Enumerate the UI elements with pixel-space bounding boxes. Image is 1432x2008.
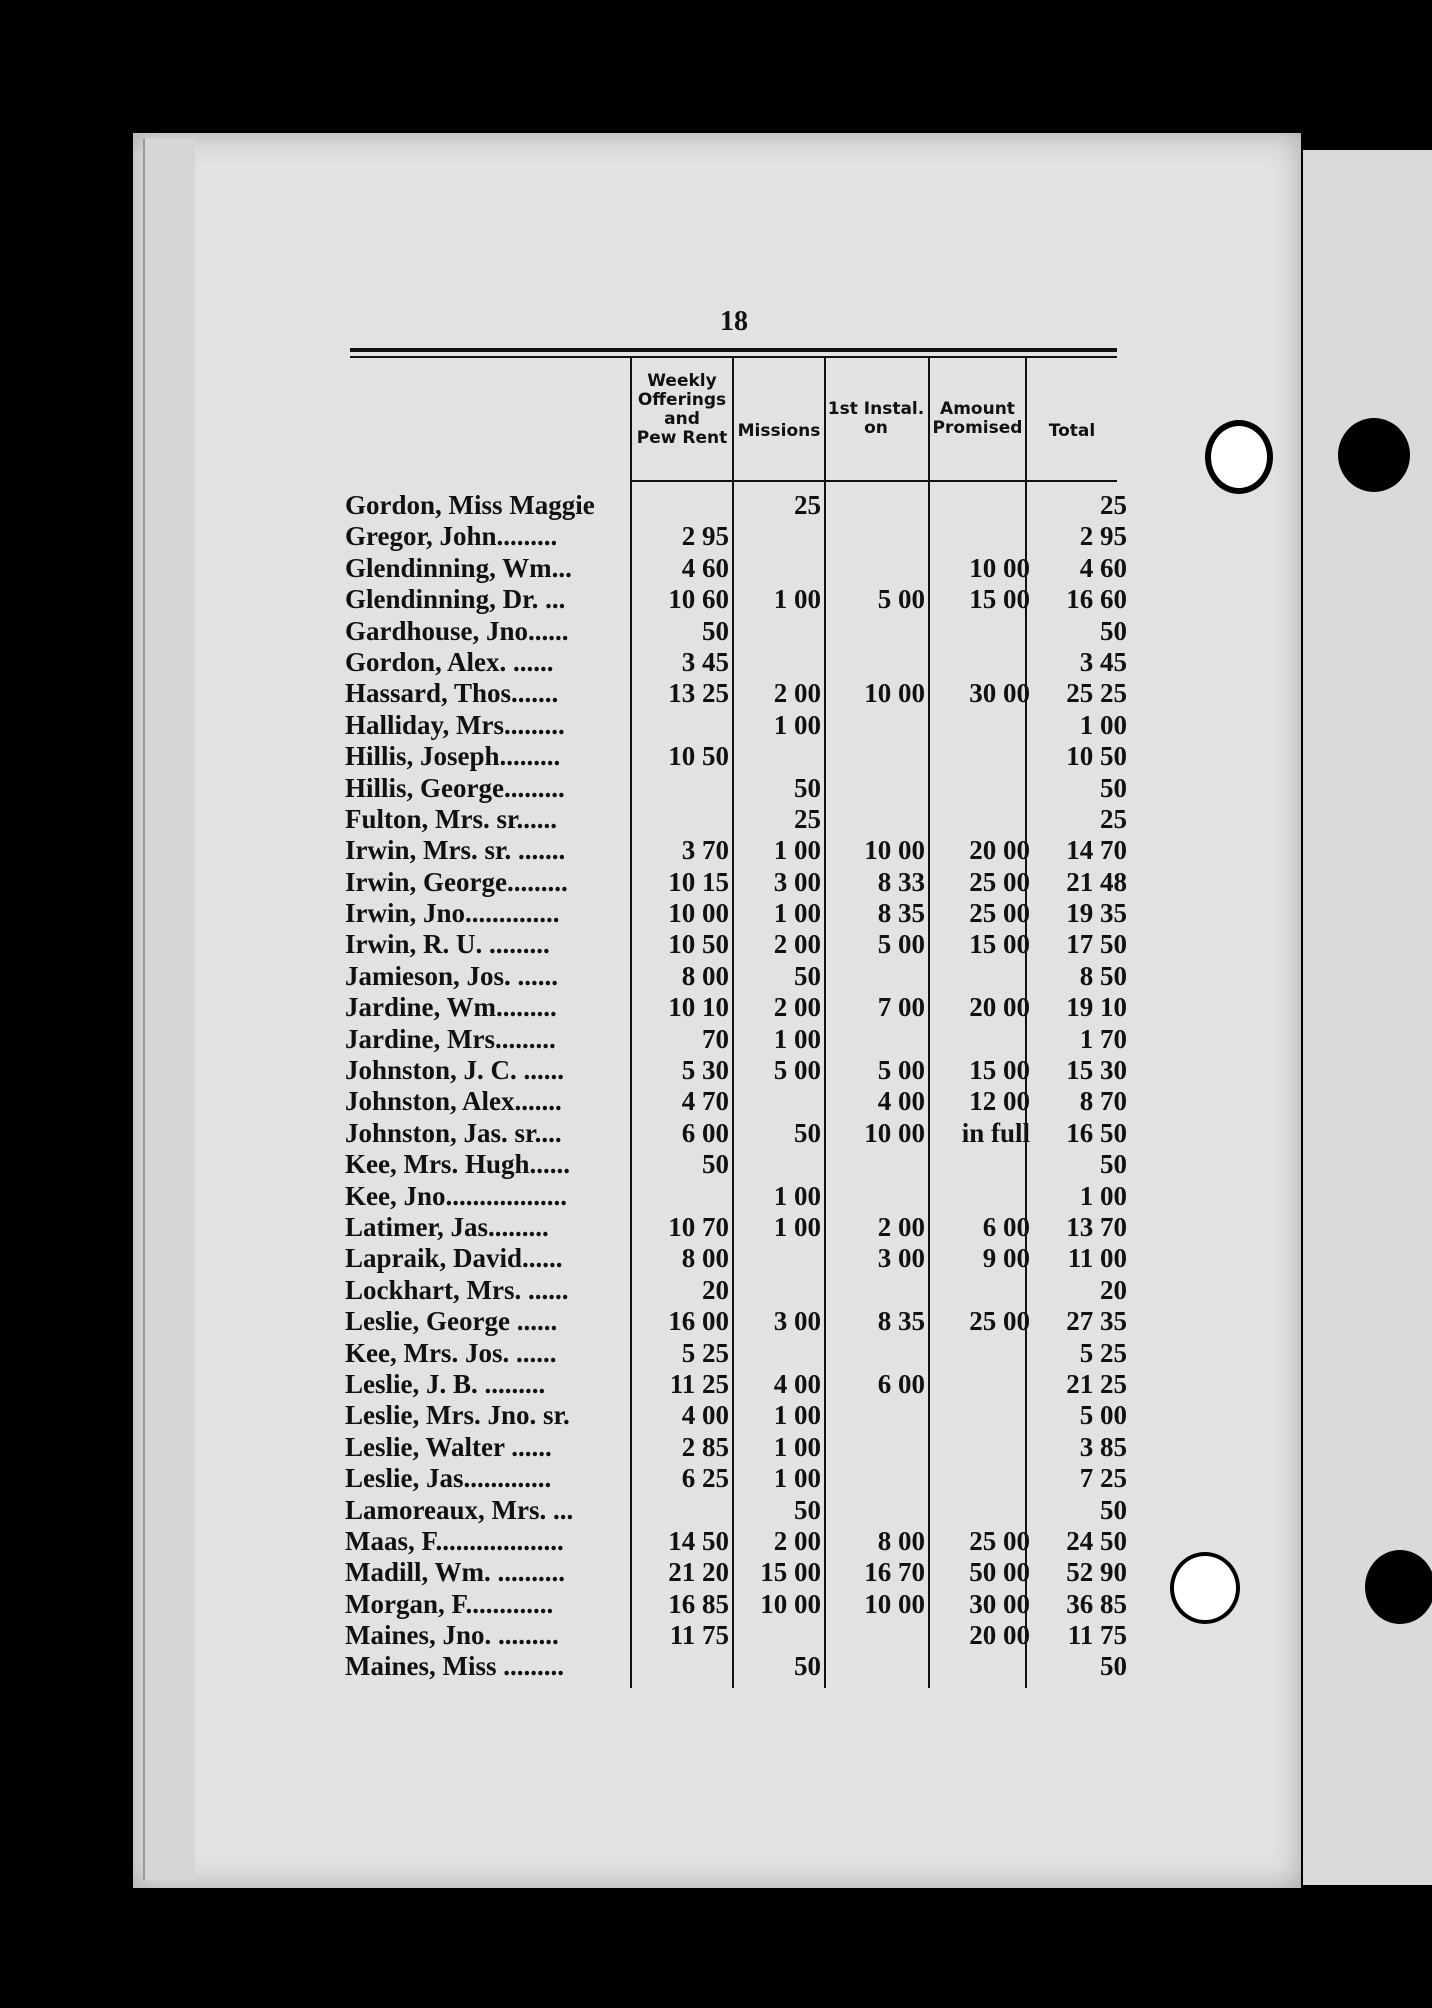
total-cell: 52 90: [1066, 1557, 1127, 1588]
weekly-offerings-cell: 14 50: [668, 1525, 729, 1556]
total-cell: 24 50: [1066, 1525, 1127, 1556]
table-row: [345, 553, 1125, 584]
total-cell: 50: [1100, 1494, 1127, 1525]
total-cell: 1 00: [1079, 709, 1127, 740]
total-cell: 1 70: [1079, 1023, 1127, 1054]
table-row: [345, 616, 1125, 647]
table-row: [345, 1024, 1125, 1055]
row-name: Maines, Jno. .........: [345, 1620, 559, 1651]
punch-hole: [1205, 420, 1273, 494]
installment-cell: 10 00: [864, 678, 925, 709]
table-row: [345, 1086, 1125, 1117]
total-cell: 7 25: [1079, 1463, 1127, 1494]
page-binding-edge: [143, 139, 195, 1880]
installment-cell: 8 35: [877, 1306, 925, 1337]
total-cell: 5 25: [1079, 1337, 1127, 1368]
amount-promised-cell: 15 00: [969, 584, 1030, 615]
weekly-offerings-cell: 3 70: [681, 835, 729, 866]
installment-cell: 6 00: [877, 1368, 925, 1399]
weekly-offerings-cell: 70: [702, 1023, 729, 1054]
missions-cell: 1 00: [773, 835, 821, 866]
total-cell: 4 60: [1079, 552, 1127, 583]
installment-cell: 10 00: [864, 1117, 925, 1148]
weekly-offerings-cell: 16 85: [668, 1588, 729, 1619]
row-name: Hassard, Thos.......: [345, 678, 559, 709]
adjacent-page: [1303, 150, 1432, 1885]
row-name: Hillis, Joseph.........: [345, 741, 561, 772]
table-row: [345, 490, 1125, 521]
row-name: Jamieson, Jos. ......: [345, 960, 559, 991]
row-name: Hillis, George.........: [345, 772, 565, 803]
table-row: [345, 741, 1125, 772]
total-cell: 21 48: [1066, 866, 1127, 897]
row-name: Leslie, George ......: [345, 1306, 558, 1337]
total-cell: 19 35: [1066, 898, 1127, 929]
installment-cell: 2 00: [877, 1211, 925, 1242]
table-row: [345, 710, 1125, 741]
weekly-offerings-cell: 10 10: [668, 992, 729, 1023]
row-name: Lapraik, David......: [345, 1243, 563, 1274]
header-first-installment: 1st Instal. on: [827, 399, 925, 438]
table-row: [345, 961, 1125, 992]
table-row: [345, 1557, 1125, 1588]
installment-cell: 5 00: [877, 1055, 925, 1086]
weekly-offerings-cell: 13 25: [668, 678, 729, 709]
missions-cell: 1 00: [773, 898, 821, 929]
missions-cell: 5 00: [773, 1055, 821, 1086]
row-name: Johnston, Jas. sr....: [345, 1117, 562, 1148]
weekly-offerings-cell: 16 00: [668, 1306, 729, 1337]
total-cell: 1 00: [1079, 1180, 1127, 1211]
table-row: [345, 929, 1125, 960]
missions-cell: 25: [794, 490, 821, 520]
total-cell: 25: [1100, 803, 1127, 834]
missions-cell: 1 00: [773, 1180, 821, 1211]
installment-cell: 8 35: [877, 898, 925, 929]
total-cell: 11 00: [1067, 1243, 1127, 1274]
weekly-offerings-cell: 2 95: [681, 521, 729, 552]
table-row: [345, 1495, 1125, 1526]
header-weekly-offerings: Weekly Offerings and Pew Rent: [636, 371, 728, 448]
table-row: [345, 1118, 1125, 1149]
row-name: Fulton, Mrs. sr......: [345, 803, 558, 834]
missions-cell: 15 00: [760, 1557, 821, 1588]
missions-cell: 1 00: [773, 1463, 821, 1494]
table-row: [345, 1181, 1125, 1212]
missions-cell: 50: [794, 960, 821, 991]
row-name: Morgan, F.............: [345, 1588, 554, 1619]
amount-promised-cell: 20 00: [969, 835, 1030, 866]
missions-cell: 1 00: [773, 1400, 821, 1431]
weekly-offerings-cell: 6 00: [681, 1117, 729, 1148]
row-name: Lamoreaux, Mrs. ...: [345, 1494, 574, 1525]
installment-cell: 10 00: [864, 835, 925, 866]
amount-promised-cell: 9 00: [982, 1243, 1030, 1274]
header-bottom-rule: [630, 480, 1117, 482]
installment-cell: 4 00: [877, 1086, 925, 1117]
total-cell: 50: [1100, 772, 1127, 803]
weekly-offerings-cell: 50: [702, 1149, 729, 1180]
weekly-offerings-cell: 8 00: [681, 1243, 729, 1274]
amount-promised-cell: 25 00: [969, 866, 1030, 897]
missions-cell: 50: [794, 772, 821, 803]
table-row: [345, 1463, 1125, 1494]
total-cell: 14 70: [1066, 835, 1127, 866]
table-row: [345, 1620, 1125, 1651]
installment-cell: 3 00: [877, 1243, 925, 1274]
total-cell: 19 10: [1066, 992, 1127, 1023]
weekly-offerings-cell: 5 30: [681, 1055, 729, 1086]
table-row: [345, 1149, 1125, 1180]
total-cell: 2 95: [1079, 521, 1127, 552]
installment-cell: 7 00: [877, 992, 925, 1023]
weekly-offerings-cell: 2 85: [681, 1431, 729, 1462]
table-row: [345, 1400, 1125, 1431]
amount-promised-cell: 30 00: [969, 678, 1030, 709]
total-cell: 25: [1100, 490, 1127, 520]
table-row: [345, 835, 1125, 866]
total-cell: 13 70: [1066, 1211, 1127, 1242]
row-name: Jardine, Mrs.........: [345, 1023, 556, 1054]
row-name: Irwin, George.........: [345, 866, 568, 897]
weekly-offerings-cell: 10 50: [668, 929, 729, 960]
total-cell: 11 75: [1067, 1620, 1127, 1651]
weekly-offerings-cell: 11 75: [669, 1620, 729, 1651]
table-row: [345, 647, 1125, 678]
punch-hole: [1170, 1552, 1240, 1624]
row-name: Gregor, John.........: [345, 521, 558, 552]
amount-promised-cell: 10 00: [969, 552, 1030, 583]
missions-cell: 25: [794, 803, 821, 834]
table-row: [345, 678, 1125, 709]
installment-cell: 5 00: [877, 584, 925, 615]
missions-cell: 1 00: [773, 1023, 821, 1054]
row-name: Halliday, Mrs.........: [345, 709, 565, 740]
table-row: [345, 1526, 1125, 1557]
row-name: Leslie, Jas.............: [345, 1463, 552, 1494]
table-row: [345, 1589, 1125, 1620]
row-name: Kee, Mrs. Jos. ......: [345, 1337, 557, 1368]
punch-hole: [1338, 418, 1410, 492]
weekly-offerings-cell: 4 00: [681, 1400, 729, 1431]
table-row: [345, 1338, 1125, 1369]
total-cell: 50: [1100, 1149, 1127, 1180]
weekly-offerings-cell: 21 20: [668, 1557, 729, 1588]
total-cell: 3 85: [1079, 1431, 1127, 1462]
table-row: [345, 867, 1125, 898]
total-cell: 27 35: [1066, 1306, 1127, 1337]
row-name: Kee, Mrs. Hugh......: [345, 1149, 570, 1180]
amount-promised-cell: 50 00: [969, 1557, 1030, 1588]
missions-cell: 1 00: [773, 584, 821, 615]
amount-promised-cell: 12 00: [969, 1086, 1030, 1117]
row-name: Johnston, J. C. ......: [345, 1055, 565, 1086]
amount-promised-cell: in full: [961, 1117, 1030, 1148]
amount-promised-cell: 25 00: [969, 898, 1030, 929]
missions-cell: 3 00: [773, 1306, 821, 1337]
weekly-offerings-cell: 10 15: [668, 866, 729, 897]
punch-hole: [1365, 1550, 1432, 1624]
row-name: Glendinning, Wm...: [345, 552, 572, 583]
missions-cell: 2 00: [773, 678, 821, 709]
row-name: Irwin, Jno..............: [345, 898, 560, 929]
missions-cell: 1 00: [773, 709, 821, 740]
total-cell: 3 45: [1079, 646, 1127, 677]
row-name: Jardine, Wm.........: [345, 992, 557, 1023]
amount-promised-cell: 6 00: [982, 1211, 1030, 1242]
total-cell: 50: [1100, 1651, 1127, 1682]
installment-cell: 8 33: [877, 866, 925, 897]
total-cell: 50: [1100, 615, 1127, 646]
missions-cell: 2 00: [773, 929, 821, 960]
table-row: [345, 1651, 1125, 1682]
total-cell: 5 00: [1079, 1400, 1127, 1431]
weekly-offerings-cell: 10 70: [668, 1211, 729, 1242]
missions-cell: 4 00: [773, 1368, 821, 1399]
weekly-offerings-cell: 4 60: [681, 552, 729, 583]
table-row: [345, 773, 1125, 804]
weekly-offerings-cell: 5 25: [681, 1337, 729, 1368]
row-name: Kee, Jno..................: [345, 1180, 567, 1211]
total-cell: 17 50: [1066, 929, 1127, 960]
total-cell: 25 25: [1066, 678, 1127, 709]
page-number: 18: [720, 306, 748, 337]
missions-cell: 3 00: [773, 866, 821, 897]
row-name: Leslie, Walter ......: [345, 1431, 552, 1462]
missions-cell: 1 00: [773, 1211, 821, 1242]
missions-cell: 10 00: [760, 1588, 821, 1619]
weekly-offerings-cell: 11 25: [669, 1368, 729, 1399]
amount-promised-cell: 25 00: [969, 1306, 1030, 1337]
weekly-offerings-cell: 4 70: [681, 1086, 729, 1117]
installment-cell: 8 00: [877, 1525, 925, 1556]
row-name: Irwin, Mrs. sr. .......: [345, 835, 566, 866]
row-name: Lockhart, Mrs. ......: [345, 1274, 569, 1305]
header-amount-promised: Amount Promised: [932, 399, 1023, 438]
amount-promised-cell: 15 00: [969, 929, 1030, 960]
row-name: Irwin, R. U. .........: [345, 929, 550, 960]
table-row: [345, 1369, 1125, 1400]
row-name: Madill, Wm. ..........: [345, 1557, 566, 1588]
total-cell: 15 30: [1066, 1055, 1127, 1086]
installment-cell: 5 00: [877, 929, 925, 960]
weekly-offerings-cell: 3 45: [681, 646, 729, 677]
amount-promised-cell: 20 00: [969, 1620, 1030, 1651]
total-cell: 16 50: [1066, 1117, 1127, 1148]
total-cell: 36 85: [1066, 1588, 1127, 1619]
weekly-offerings-cell: 10 60: [668, 584, 729, 615]
amount-promised-cell: 25 00: [969, 1525, 1030, 1556]
table-row: [345, 584, 1125, 615]
row-name: Maas, F...................: [345, 1525, 564, 1556]
missions-cell: 50: [794, 1651, 821, 1682]
missions-cell: 2 00: [773, 1525, 821, 1556]
table-row: [345, 1306, 1125, 1337]
row-name: Glendinning, Dr. ...: [345, 584, 566, 615]
table-row: [345, 1212, 1125, 1243]
header-total: Total: [1048, 421, 1096, 441]
total-cell: 21 25: [1066, 1368, 1127, 1399]
amount-promised-cell: 20 00: [969, 992, 1030, 1023]
total-cell: 8 70: [1079, 1086, 1127, 1117]
missions-cell: 2 00: [773, 992, 821, 1023]
header-missions: Missions: [737, 421, 821, 441]
table-row: [345, 1243, 1125, 1274]
total-cell: 16 60: [1066, 584, 1127, 615]
subscription-table: [345, 490, 1125, 1683]
row-name: Gordon, Miss Maggie: [345, 490, 595, 520]
weekly-offerings-cell: 10 00: [668, 898, 729, 929]
weekly-offerings-cell: 20: [702, 1274, 729, 1305]
top-rule: [350, 348, 1117, 352]
missions-cell: 1 00: [773, 1431, 821, 1462]
total-cell: 20: [1100, 1274, 1127, 1305]
row-name: Leslie, Mrs. Jno. sr.: [345, 1400, 570, 1431]
table-row: [345, 992, 1125, 1023]
amount-promised-cell: 30 00: [969, 1588, 1030, 1619]
row-name: Maines, Miss .........: [345, 1651, 564, 1682]
table-row: [345, 898, 1125, 929]
amount-promised-cell: 15 00: [969, 1055, 1030, 1086]
row-name: Leslie, J. B. .........: [345, 1368, 546, 1399]
row-name: Latimer, Jas.........: [345, 1211, 549, 1242]
missions-cell: 50: [794, 1117, 821, 1148]
table-row: [345, 1275, 1125, 1306]
total-cell: 8 50: [1079, 960, 1127, 991]
row-name: Gordon, Alex. ......: [345, 646, 554, 677]
installment-cell: 16 70: [864, 1557, 925, 1588]
missions-cell: 50: [794, 1494, 821, 1525]
installment-cell: 10 00: [864, 1588, 925, 1619]
total-cell: 10 50: [1066, 741, 1127, 772]
table-row: [345, 1055, 1125, 1086]
row-name: Gardhouse, Jno......: [345, 615, 569, 646]
table-row: [345, 1432, 1125, 1463]
table-row: [345, 521, 1125, 552]
weekly-offerings-cell: 50: [702, 615, 729, 646]
row-name: Johnston, Alex.......: [345, 1086, 562, 1117]
weekly-offerings-cell: 6 25: [681, 1463, 729, 1494]
table-row: [345, 804, 1125, 835]
weekly-offerings-cell: 8 00: [681, 960, 729, 991]
weekly-offerings-cell: 10 50: [668, 741, 729, 772]
